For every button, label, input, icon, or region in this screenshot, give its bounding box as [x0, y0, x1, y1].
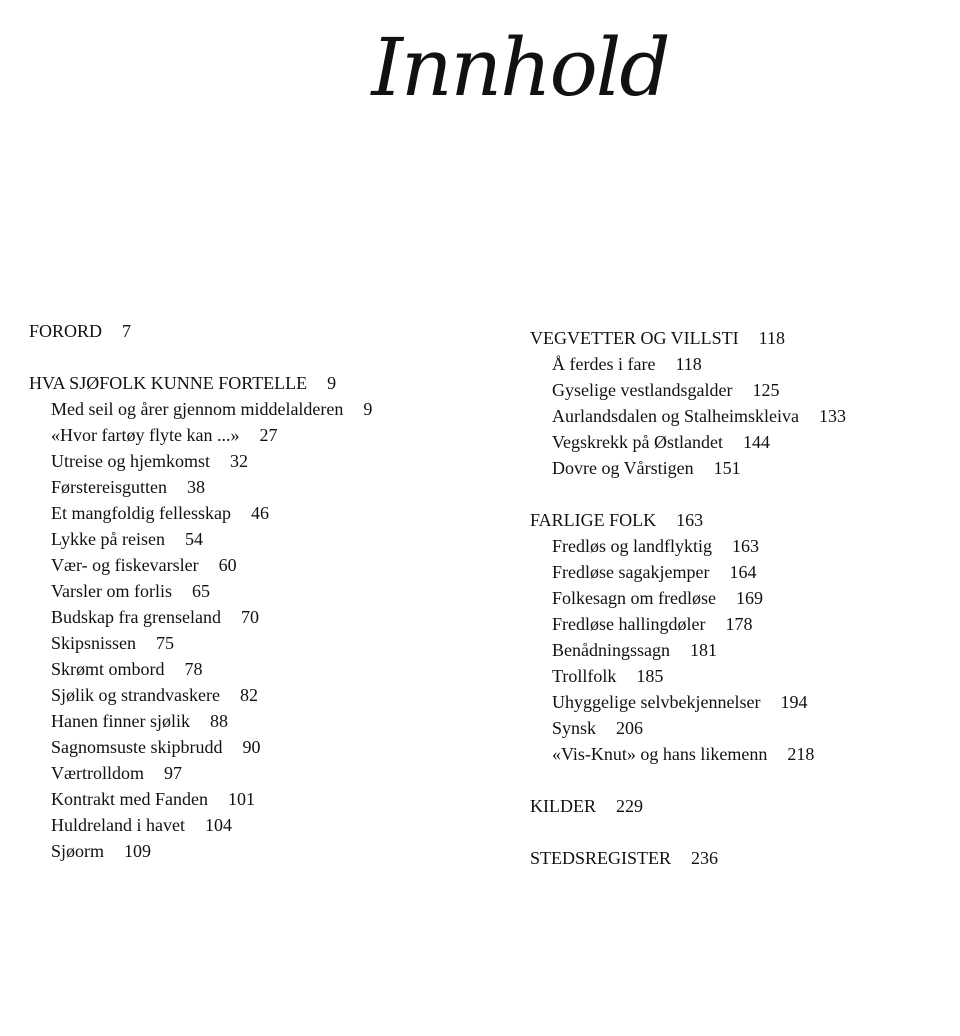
toc-entry: [530, 533, 846, 559]
toc-entry: [29, 760, 372, 786]
toc-entry: [29, 682, 372, 708]
toc-entry-page: 27: [259, 425, 278, 445]
toc-entry-title: Budskap fra grenseland: [51, 607, 221, 627]
section-heading-page: 229: [616, 796, 643, 816]
toc-entry-page: 206: [616, 718, 644, 738]
toc-entry: [530, 585, 846, 611]
toc-entry-title: Benådningssagn: [552, 640, 670, 660]
toc-entry-title: Skrømt ombord: [51, 659, 165, 679]
toc-entry-page: 75: [156, 633, 175, 653]
toc-entry-page: 194: [780, 692, 808, 712]
toc-entry-title: Fredløs og landflyktig: [552, 536, 712, 556]
toc-entry: [530, 611, 846, 637]
toc-entry: [530, 351, 846, 377]
toc-entry-title: Lykke på reisen: [51, 529, 165, 549]
section-heading: [530, 845, 846, 871]
toc-entry-title: Skipsnissen: [51, 633, 137, 653]
toc-entry-page: 104: [204, 815, 232, 835]
toc-entry: [530, 689, 846, 715]
section-heading-title: FORORD: [29, 321, 103, 341]
toc-section: [530, 325, 846, 481]
toc-entry-page: 163: [732, 536, 759, 556]
toc-entry-title: Kontrakt med Fanden: [51, 789, 208, 809]
toc-entry-page: 125: [752, 380, 780, 400]
toc-entry: [29, 708, 372, 734]
toc-entry-title: Fredløse sagakjemper: [552, 562, 710, 582]
section-heading-page: 163: [676, 510, 704, 530]
section-heading-title: FARLIGE FOLK: [530, 510, 657, 530]
toc-entry-title: Sjølik og strandvaskere: [51, 685, 220, 705]
toc-entry-title: «Vis-Knut» og hans likemenn: [552, 744, 768, 764]
toc-entry-page: 164: [729, 562, 757, 582]
toc-section: [530, 793, 846, 819]
section-heading-title: HVA SJØFOLK KUNNE FORTELLE: [29, 373, 308, 393]
toc-entry: [29, 734, 372, 760]
toc-entry: [530, 741, 846, 767]
toc-entry-title: Vær- og fiskevarsler: [51, 555, 199, 575]
toc-left-column: [29, 318, 372, 864]
toc-entry-page: 65: [191, 581, 210, 601]
toc-entry: [29, 812, 372, 838]
toc-entry-page: 97: [164, 763, 182, 783]
toc-entry-title: Synsk: [552, 718, 597, 738]
toc-entry: [530, 455, 846, 481]
toc-entry: [530, 637, 846, 663]
toc-entry-title: Førstereisgutten: [51, 477, 167, 497]
toc-section: [530, 845, 846, 871]
toc-entry-title: Sagnomsuste skipbrudd: [51, 737, 223, 757]
toc-entry: [29, 474, 372, 500]
toc-entry-page: 70: [240, 607, 259, 627]
toc-entry-page: 185: [636, 666, 664, 686]
toc-entry-title: Vegskrekk på Østlandet: [552, 432, 723, 452]
section-heading-page: 118: [758, 328, 785, 348]
toc-entry: [29, 578, 372, 604]
toc-entry: [29, 838, 372, 864]
toc-entry: [530, 559, 846, 585]
toc-entry-page: 151: [713, 458, 741, 478]
toc-entry-page: 78: [184, 659, 203, 679]
toc-entry-page: 90: [242, 737, 261, 757]
toc-entry-title: Hanen finner sjølik: [51, 711, 190, 731]
section-heading-title: KILDER: [530, 796, 596, 816]
toc-entry-title: Huldreland i havet: [51, 815, 185, 835]
toc-entry-title: Uhyggelige selvbekjennelser: [552, 692, 761, 712]
toc-entry-title: Værtrolldom: [51, 763, 144, 783]
toc-entry-page: 101: [227, 789, 255, 809]
section-heading: [530, 507, 846, 533]
toc-entry-page: 54: [184, 529, 203, 549]
toc-entry: [29, 448, 372, 474]
toc-entry: [530, 715, 846, 741]
toc-entry-title: Trollfolk: [552, 666, 617, 686]
toc-entry-title: Dovre og Vårstigen: [552, 458, 694, 478]
toc-entry-page: 144: [742, 432, 770, 452]
section-heading: [530, 793, 846, 819]
toc-entry-title: Et mangfoldig fellesskap: [51, 503, 231, 523]
toc-entry: [29, 604, 372, 630]
toc-entry-title: Sjøorm: [51, 841, 105, 861]
section-heading-page: 236: [691, 848, 719, 868]
toc-entry: [530, 663, 846, 689]
toc-entry-page: 82: [239, 685, 258, 705]
toc-entry-page: 32: [229, 451, 248, 471]
toc-entry: [29, 552, 372, 578]
toc-entry-page: 181: [689, 640, 717, 660]
toc-entry-page: 118: [675, 354, 702, 374]
toc-entry-page: 9: [363, 399, 373, 419]
section-heading-title: STEDSREGISTER: [530, 848, 672, 868]
toc-entry-title: Varsler om forlis: [51, 581, 172, 601]
section-heading-title: VEGVETTER OG VILLSTI: [530, 328, 739, 348]
toc-entry-title: «Hvor fartøy flyte kan ...»: [51, 425, 240, 445]
toc-entry: [530, 377, 846, 403]
toc-entry: [29, 630, 372, 656]
toc-entry: [29, 526, 372, 552]
toc-entry: [530, 403, 846, 429]
page-title: Innhold: [371, 21, 669, 114]
section-heading: [29, 318, 372, 344]
toc-entry: [530, 429, 846, 455]
section-heading-page: 9: [327, 373, 337, 393]
toc-entry: [29, 500, 372, 526]
toc-entry-title: Folkesagn om fredløse: [552, 588, 716, 608]
toc-entry: [29, 786, 372, 812]
toc-entry-title: Med seil og årer gjennom middelalderen: [51, 399, 344, 419]
toc-entry-title: Gyselige vestlandsgalder: [552, 380, 733, 400]
section-heading-page: 7: [122, 321, 132, 341]
section-heading: [29, 370, 372, 396]
toc-entry-title: Å ferdes i fare: [552, 354, 656, 374]
toc-entry-title: Aurlandsdalen og Stalheimskleiva: [552, 406, 799, 426]
toc-entry-page: 46: [250, 503, 269, 523]
toc-entry-page: 60: [218, 555, 237, 575]
toc-entry-page: 133: [818, 406, 846, 426]
toc-entry: [29, 396, 372, 422]
toc-entry-page: 218: [787, 744, 815, 764]
toc-section: [29, 370, 372, 864]
toc-entry: [29, 422, 372, 448]
toc-right-column: [530, 325, 846, 871]
section-heading: [530, 325, 846, 351]
toc-entry-page: 109: [124, 841, 152, 861]
toc-section: [530, 507, 846, 767]
toc-entry-page: 169: [735, 588, 763, 608]
toc-entry-page: 178: [725, 614, 753, 634]
toc-entry-page: 88: [209, 711, 228, 731]
toc-entry-title: Utreise og hjemkomst: [51, 451, 210, 471]
toc-entry: [29, 656, 372, 682]
toc-entry-page: 38: [186, 477, 205, 497]
toc-entry-title: Fredløse hallingdøler: [552, 614, 706, 634]
toc-section: [29, 318, 372, 344]
